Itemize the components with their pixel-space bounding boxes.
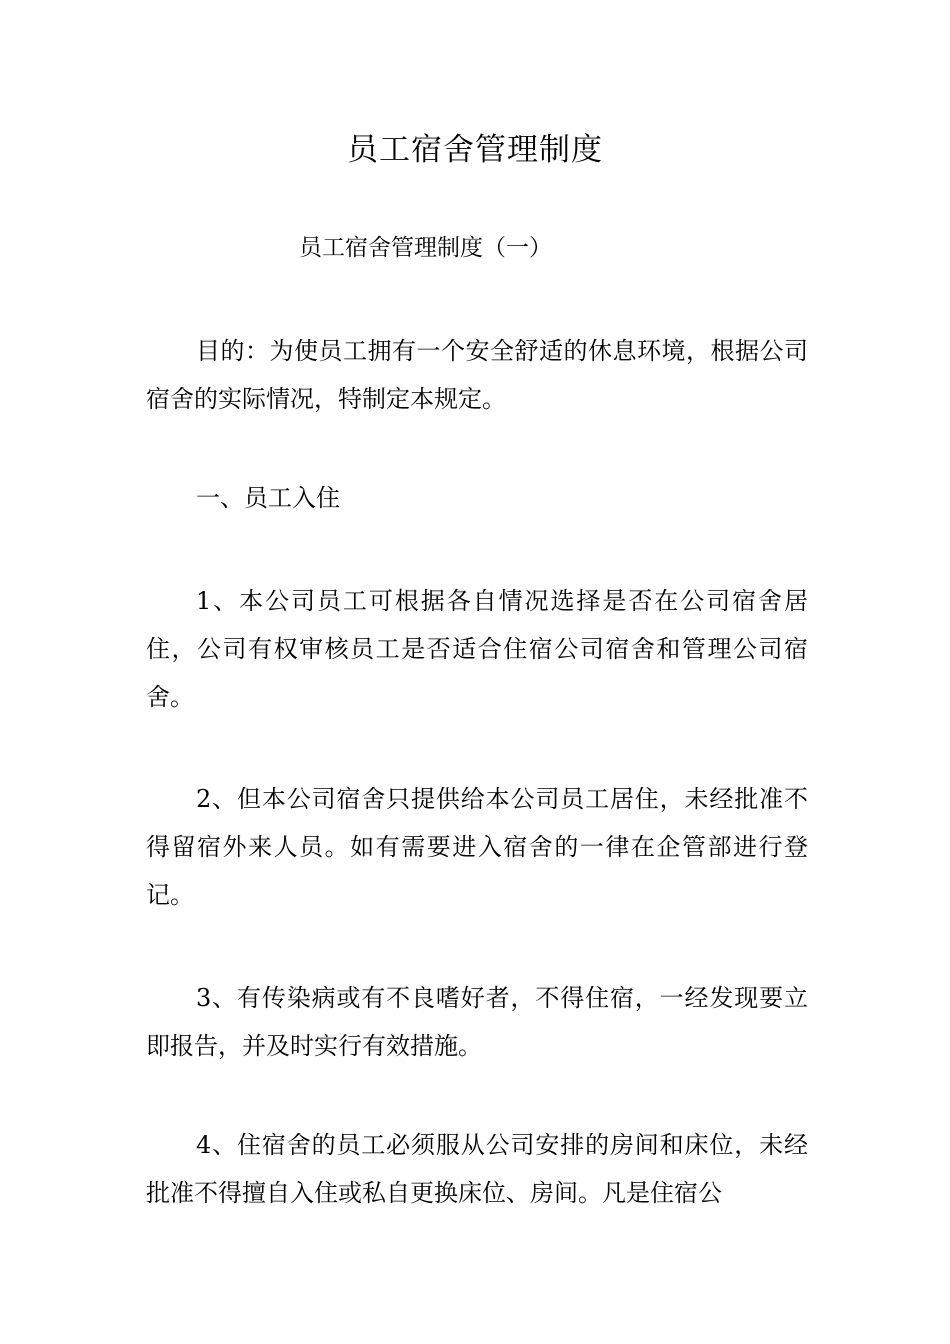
rule-item-3: 3、有传染病或有不良嗜好者，不得住宿，一经发现要立即报告，并及时实行有效措施。 — [146, 984, 808, 1060]
document-subtitle: 员工宿舍管理制度（一） — [299, 235, 552, 261]
rule-item-2: 2、但本公司宿舍只提供给本公司员工居住，未经批准不得留宿外来人员。如有需要进入宿舍的一律在企管部进行登记。 — [146, 785, 808, 909]
rule-item-1: 1、本公司员工可根据各自情况选择是否在公司宿舍居住，公司有权审核员工是否适合住宿公司宿舍和管理公司宿舍。 — [146, 587, 808, 711]
rule-item-4: 4、住宿舍的员工必须服从公司安排的房间和床位，未经批准不得擅自入住或私自更换床位、房间。凡是住宿公 — [146, 1131, 808, 1207]
section-heading-move-in: 一、员工入住 — [196, 484, 340, 512]
purpose-paragraph: 目的：为使员工拥有一个安全舒适的休息环境，根据公司宿舍的实际情况，特制定本规定。 — [146, 337, 808, 413]
document-title: 员工宿舍管理制度 — [347, 132, 603, 168]
